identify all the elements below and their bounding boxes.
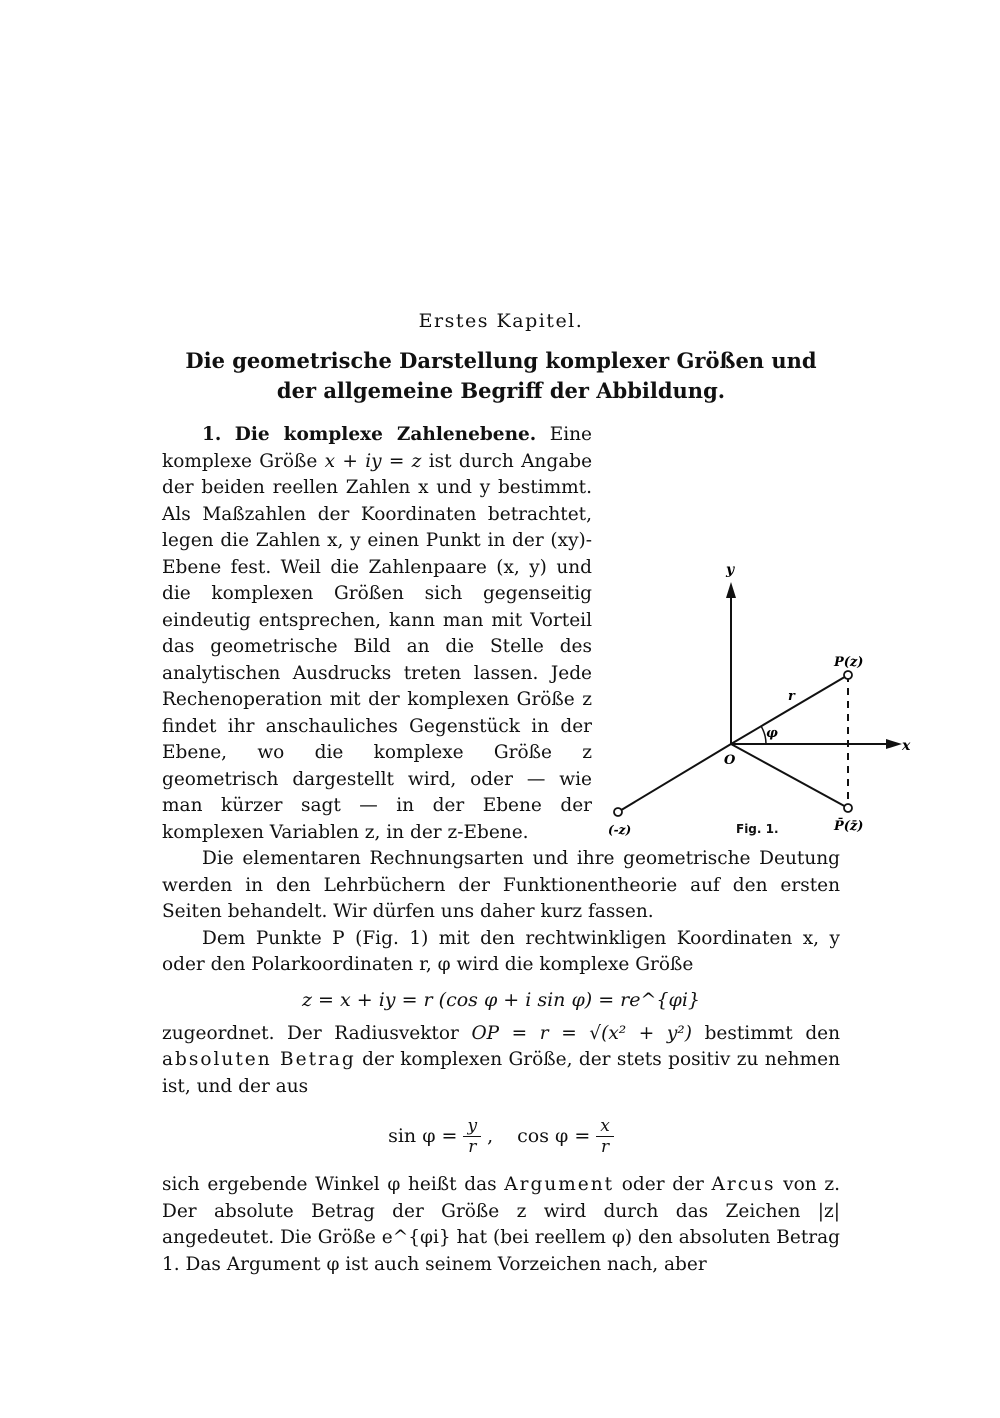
paragraph-5-a: sich ergebende Winkel φ heißt das [162, 1174, 497, 1195]
section-number: 1. [202, 424, 222, 445]
argument-term: Argument [504, 1174, 615, 1195]
x-axis-arrow [886, 739, 902, 749]
figure-1 [606, 554, 911, 844]
document-page [162, 310, 911, 1278]
paragraph-5 [162, 1172, 840, 1278]
label-y: y [726, 562, 735, 578]
point-negz [614, 808, 622, 816]
point-pbar [844, 804, 852, 812]
sin-label: sin φ = [388, 1125, 458, 1147]
paragraph-4-a: zugeordnet. Der Radiusvektor [162, 1022, 459, 1044]
segment-o-pbar [731, 744, 848, 808]
label-x: x [902, 738, 911, 754]
label-p: P(z) [834, 655, 864, 670]
point-p [844, 671, 852, 679]
title-line-1: Die geometrische Darstellung komplexer Größen und [185, 348, 817, 373]
cos-fraction [596, 1116, 614, 1157]
op-definition: OP = r = √(x² + y²) [471, 1022, 692, 1044]
arcus-term: Arcus [711, 1174, 776, 1195]
chapter-title [162, 346, 840, 406]
sin-equation [388, 1116, 493, 1157]
cos-numerator: x [596, 1116, 614, 1137]
paragraph-4-c: der komplexen Größe, der stets positiv zu nehmen ist, und der aus [162, 1049, 840, 1097]
paragraph-1-lead: Eine komplexe Größe [162, 424, 592, 472]
formula-sin-cos [162, 1112, 840, 1160]
paragraph-5-b: oder der [621, 1174, 704, 1195]
paragraph-1-body: ist durch Angabe der beiden reellen Zahlen x und y bestimmt. Als Maßzahlen der Koordinaten betrachtet, legen die Zahlen x, y einen Punkt in der (xy)-Ebene fest. Weil die Zahlenpaare (x, y) und die komplexen Größen sich gegenseitig eindeutig entsprechen, kann man mit Vorteil das geometrische Bild an die Stelle des analytischen Ausdrucks treten lassen. Jede Rechenoperation mit der komplexen Größe z findet ihr anschauliches Gegenstück in der Ebene, wo die komplexe Größe z geometrisch dargestellt wird, oder — wie man kürzer sagt — in der Ebene der komplexen Variablen z, in der z-Ebene. [162, 450, 593, 843]
formula-separator: , [487, 1125, 494, 1147]
label-r: r [788, 689, 795, 704]
segment-o-negz [618, 744, 731, 812]
absolute-value-term: absoluten Betrag [162, 1049, 356, 1070]
cos-denominator: r [601, 1136, 610, 1157]
sin-fraction [463, 1116, 481, 1157]
section-heading: Die komplexe Zahlenebene. [234, 424, 537, 445]
sin-numerator: y [463, 1116, 481, 1137]
sin-denominator: r [468, 1136, 477, 1157]
paragraph-2: Die elementaren Rechnungsarten und ihre geometrische Deutung werden in den Lehrbüchern der Funktionentheorie auf den ersten Seiten behandelt. Wir dürfen uns daher kurz fassen. [162, 848, 840, 922]
complex-plane-diagram [606, 554, 911, 844]
formula-polar: z = x + iy = r (cos φ + i sin φ) = re^{φi} [302, 988, 700, 1011]
y-axis-arrow [726, 582, 736, 598]
chapter-heading: Erstes Kapitel. [418, 310, 584, 332]
z-definition: x + iy = z [324, 450, 422, 472]
label-origin: O [724, 753, 736, 768]
label-phi: φ [766, 726, 778, 741]
paragraph-4-b: bestimmt den [704, 1022, 841, 1044]
radius-vector-op [731, 675, 848, 744]
label-negz: (-z) [608, 823, 632, 837]
title-line-2: der allgemeine Begriff der Abbildung. [276, 378, 726, 403]
paragraph-4 [162, 1021, 840, 1101]
cos-equation [517, 1116, 614, 1157]
figure-caption: Fig. 1. [736, 822, 779, 836]
paragraph-5-c: von z. Der absolute Betrag der Größe z wird durch das Zeichen |z| angedeutet. Die Größe e^{φi} hat (bei reellem φ) den absoluten Betrag 1. Das Argument φ ist auch seinem Vorzeichen nach, aber [162, 1174, 840, 1275]
paragraph-3: Dem Punkte P (Fig. 1) mit den rechtwinkligen Koordinaten x, y oder den Polarkoordinaten r, φ wird die komplexe Größe [162, 927, 840, 975]
label-pbar: P̄(z̄) [834, 819, 864, 834]
cos-label: cos φ = [517, 1125, 591, 1147]
